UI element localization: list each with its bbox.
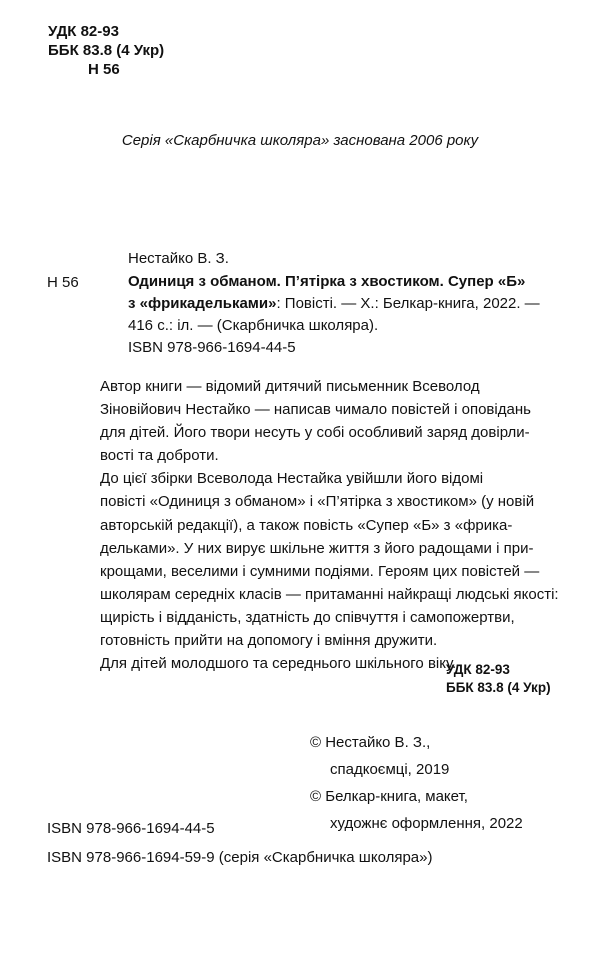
annotation-line: До цієї збірки Всеволода Нестайка увійшли його відомі (100, 470, 484, 488)
author-mark: Н 56 (88, 61, 120, 78)
udk-code: УДК 82-93 (48, 23, 119, 40)
isbn-series-line: ISBN 978-966-1694-59-9 (серія «Скарбничка школяра») (47, 849, 433, 866)
annotation-line: готовність прийти на допомогу і вміння дружити. (100, 632, 438, 650)
copyright-block (310, 729, 523, 837)
annotation-line: повісті «Одиниця з обманом» і «П’ятірка з хвостиком» (у новій (100, 493, 535, 511)
footer-udk: УДК 82-93 (446, 662, 510, 677)
annotation-line: для дітей. Його твори несуть у собі особливий заряд довірли- (100, 424, 530, 442)
bib-line (128, 271, 553, 293)
bib-line (128, 293, 553, 315)
bib-text: 416 с.: іл. — (Скарбничка школяра). (128, 317, 379, 334)
copyright-line: © Белкар-книга, макет, (310, 788, 468, 805)
bib-line (128, 337, 553, 359)
bib-title: Одиниця з обманом. П’ятірка з хвостиком. Супер «Б» (128, 273, 526, 290)
bib-line (128, 315, 553, 337)
bib-title: з «фрикадельками» (128, 295, 277, 312)
copyright-line: © Нестайко В. З., (310, 734, 431, 751)
annotation (100, 375, 570, 675)
annotation-line: крощами, веселими і сумними подіями. Героям цих повістей — (100, 562, 540, 580)
annotation-line: щирість і відданість, здатність до співчуття і самопожертви, (100, 608, 515, 626)
catalog-author: Нестайко В. З. (128, 250, 229, 267)
annotation-line: Для дітей молодшого та середнього шкільного віку. (100, 655, 457, 673)
bib-text: : Повісті. — Х.: Белкар-книга, 2022. — (276, 295, 540, 312)
header-codes (48, 22, 164, 79)
copyright-line: спадкоємці, 2019 (330, 761, 450, 778)
annotation-line: авторській редакції), а також повість «Супер «Б» з «фрика- (100, 516, 513, 534)
annotation-line: Автор книги — відомий дитячий письменник Всеволод (100, 378, 480, 395)
footer-codes (446, 661, 551, 697)
annotation-line: Зіновійович Нестайко — написав чимало повістей і оповідань (100, 401, 531, 419)
bibliographic-description (128, 271, 553, 359)
copyright-line: художнє оформлення, 2022 (330, 815, 523, 832)
isbn-line: ISBN 978-966-1694-44-5 (47, 820, 215, 837)
bib-isbn: ISBN 978-966-1694-44-5 (128, 339, 296, 356)
footer-bbk: ББК 83.8 (4 Укр) (446, 680, 551, 695)
bbk-code: ББК 83.8 (4 Укр) (48, 42, 165, 59)
annotation-line: школярам середніх класів — притаманні найкращі людські якості: (100, 585, 559, 603)
catalog-code: Н 56 (47, 274, 79, 291)
series-note: Серія «Скарбничка школяра» заснована 2006 року (121, 132, 479, 149)
annotation-line: вості та доброти. (100, 447, 219, 465)
annotation-line: дельками». У них вирує шкільне життя з його радощами і при- (100, 539, 534, 557)
